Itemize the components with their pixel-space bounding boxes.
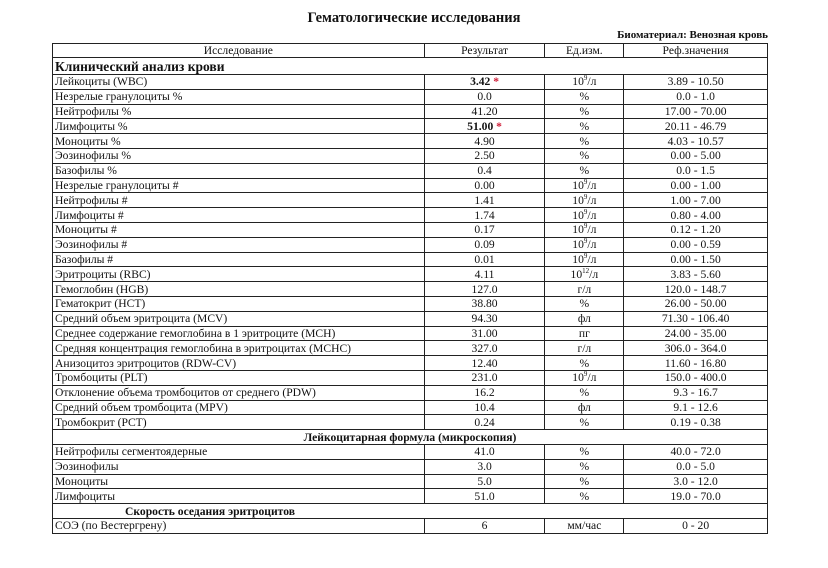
result-value: 10.4 — [474, 400, 495, 414]
test-name: Базофилы % — [53, 163, 425, 178]
unit-base: 10 — [572, 371, 584, 385]
table-row — [53, 237, 768, 252]
result-value: 0.09 — [474, 238, 495, 252]
ref-range: 3.89 - 10.50 — [624, 75, 768, 90]
table-row — [53, 193, 768, 208]
ref-range: 306.0 - 364.0 — [624, 341, 768, 356]
ref-range: 24.00 - 35.00 — [624, 326, 768, 341]
result-cell — [424, 208, 545, 223]
test-name: Нейтрофилы # — [53, 193, 425, 208]
unit-cell — [545, 370, 624, 385]
test-name: Тромбокрит (PCT) — [53, 415, 425, 430]
result-cell — [424, 193, 545, 208]
table-row — [53, 489, 768, 504]
result-value: 0.0 — [477, 90, 492, 104]
unit-cell — [545, 89, 624, 104]
result-cell — [424, 148, 545, 163]
unit-base: % — [579, 149, 590, 163]
ref-range: 20.11 - 46.79 — [624, 119, 768, 134]
ref-range: 17.00 - 70.00 — [624, 104, 768, 119]
test-name: Лимфоциты — [53, 489, 425, 504]
test-name: Тромбоциты (PLT) — [53, 370, 425, 385]
test-name: Эритроциты (RBC) — [53, 267, 425, 282]
unit-base: % — [579, 415, 590, 429]
result-cell — [424, 163, 545, 178]
result-cell — [424, 311, 545, 326]
section-row-diff — [53, 430, 768, 445]
unit-base: 10 — [572, 178, 584, 192]
result-cell — [424, 400, 545, 415]
unit-base: 10 — [572, 223, 584, 237]
ref-range: 4.03 - 10.57 — [624, 134, 768, 149]
unit-tail: /л — [587, 178, 597, 192]
test-name: Средний объем тромбоцита (MPV) — [53, 400, 425, 415]
unit-base: % — [579, 104, 590, 118]
table-row — [53, 89, 768, 104]
ref-range: 26.00 - 50.00 — [624, 296, 768, 311]
test-name: Средняя концентрация гемоглобина в эритроцитах (MCHC) — [53, 341, 425, 356]
ref-range: 0.0 - 5.0 — [624, 459, 768, 474]
table-row — [53, 341, 768, 356]
ref-range: 1.00 - 7.00 — [624, 193, 768, 208]
test-name: Эозинофилы % — [53, 148, 425, 163]
result-value: 94.30 — [471, 312, 498, 326]
ref-range: 120.0 - 148.7 — [624, 282, 768, 297]
section-title-esr: Скорость оседания эритроцитов — [53, 504, 768, 519]
page-title: Гематологические исследования — [307, 10, 521, 26]
test-name: Нейтрофилы % — [53, 104, 425, 119]
unit-base: фл — [577, 312, 591, 326]
test-name: Базофилы # — [53, 252, 425, 267]
table-row — [53, 311, 768, 326]
ref-range: 0.0 - 1.5 — [624, 163, 768, 178]
unit-base: 10 — [570, 267, 583, 281]
ref-range: 3.0 - 12.0 — [624, 474, 768, 489]
result-value: 3.0 — [424, 459, 545, 474]
result-cell — [424, 119, 545, 134]
ref-range: 71.30 - 106.40 — [624, 311, 768, 326]
unit-base: % — [579, 386, 590, 400]
unit-cell — [545, 400, 624, 415]
result-value: 0.24 — [474, 415, 495, 429]
unit-cell — [545, 222, 624, 237]
table-row — [53, 415, 768, 430]
table-row — [53, 104, 768, 119]
unit-base: 10 — [572, 193, 584, 207]
unit-tail: /л — [587, 252, 597, 266]
section-row-cbc — [53, 58, 768, 75]
table-header-row — [53, 44, 768, 58]
table-row — [53, 208, 768, 223]
result-value: 231.0 — [471, 371, 498, 385]
ref-range: 11.60 - 16.80 — [624, 356, 768, 371]
unit-cell: % — [545, 474, 624, 489]
unit-cell — [545, 356, 624, 371]
table-row — [53, 356, 768, 371]
ref-range: 0 - 20 — [624, 518, 768, 533]
table-row — [53, 400, 768, 415]
table-row — [53, 119, 768, 134]
unit-tail: /л — [587, 193, 597, 207]
unit-cell — [545, 237, 624, 252]
unit-exponent: 12 — [582, 266, 590, 275]
unit-exponent: 9 — [583, 252, 588, 261]
unit-cell — [545, 148, 624, 163]
unit-tail: /л — [587, 208, 597, 222]
test-name: Отклонение объема тромбоцитов от среднего (PDW) — [53, 385, 425, 400]
table-row — [53, 370, 768, 385]
ref-range: 19.0 - 70.0 — [624, 489, 768, 504]
unit-cell — [545, 341, 624, 356]
unit-tail: /л — [587, 371, 597, 385]
ref-range: 0.00 - 1.50 — [624, 252, 768, 267]
test-name: Моноциты % — [53, 134, 425, 149]
header-ref: Реф.значения — [624, 44, 768, 58]
ref-range: 40.0 - 72.0 — [624, 444, 768, 459]
unit-exponent: 9 — [583, 222, 588, 231]
results-body — [53, 58, 768, 534]
section-row-esr — [53, 504, 768, 519]
unit-cell — [545, 252, 624, 267]
unit-cell — [545, 193, 624, 208]
unit-cell — [545, 267, 624, 282]
unit-base: 10 — [572, 252, 584, 266]
header-result: Результат — [424, 44, 545, 58]
test-name: Лейкоциты (WBC) — [53, 75, 425, 90]
result-cell — [424, 134, 545, 149]
unit-cell — [545, 208, 624, 223]
unit-cell — [545, 311, 624, 326]
test-name: Анизоцитоз эритроцитов (RDW-CV) — [53, 356, 425, 371]
result-value: 3.42 — [470, 75, 491, 89]
unit-cell — [545, 326, 624, 341]
table-row — [53, 326, 768, 341]
result-value: 16.2 — [474, 386, 495, 400]
ref-range: 0.19 - 0.38 — [624, 415, 768, 430]
abnormal-flag: * — [493, 75, 500, 89]
section-title-diff: Лейкоцитарная формула (микроскопия) — [53, 430, 768, 445]
table-row — [53, 252, 768, 267]
unit-cell — [545, 385, 624, 400]
ref-range: 9.3 - 16.7 — [624, 385, 768, 400]
result-value: 327.0 — [471, 341, 498, 355]
unit-cell — [545, 119, 624, 134]
unit-tail: /л — [587, 238, 597, 252]
test-name: Незрелые гранулоциты % — [53, 89, 425, 104]
result-cell — [424, 178, 545, 193]
result-cell — [424, 326, 545, 341]
test-name: Моноциты # — [53, 222, 425, 237]
result-value: 0.17 — [474, 223, 495, 237]
result-value: 0.00 — [474, 178, 495, 192]
table-row — [53, 163, 768, 178]
unit-base: % — [579, 164, 590, 178]
table-row — [53, 518, 768, 533]
section-title-cbc: Клинический анализ крови — [53, 58, 768, 75]
unit-tail: /л — [587, 223, 597, 237]
biomaterial-label: Биоматериал: Венозная кровь — [617, 29, 768, 41]
result-value: 4.11 — [474, 267, 495, 281]
ref-range: 9.1 - 12.6 — [624, 400, 768, 415]
ref-range: 0.0 - 1.0 — [624, 89, 768, 104]
result-cell — [424, 385, 545, 400]
test-name: Средний объем эритроцита (MCV) — [53, 311, 425, 326]
unit-cell — [545, 178, 624, 193]
result-value: 5.0 — [424, 474, 545, 489]
test-name: Лимфоциты # — [53, 208, 425, 223]
ref-range: 0.00 - 0.59 — [624, 237, 768, 252]
test-name: Нейтрофилы сегментоядерные — [53, 444, 425, 459]
result-cell — [424, 237, 545, 252]
result-value: 38.80 — [471, 297, 498, 311]
result-value: 0.4 — [477, 164, 492, 178]
unit-base: % — [579, 90, 590, 104]
result-value: 1.74 — [474, 208, 495, 222]
unit-base: % — [579, 134, 590, 148]
result-cell — [424, 222, 545, 237]
unit-cell: % — [545, 444, 624, 459]
table-row — [53, 385, 768, 400]
unit-exponent: 9 — [583, 74, 588, 83]
unit-cell: мм/час — [545, 518, 624, 533]
ref-range: 0.00 - 1.00 — [624, 178, 768, 193]
test-name: Лимфоциты % — [53, 119, 425, 134]
result-cell — [424, 252, 545, 267]
unit-exponent: 9 — [583, 370, 588, 379]
result-cell — [424, 89, 545, 104]
table-row — [53, 459, 768, 474]
result-value: 4.90 — [474, 134, 495, 148]
test-name: СОЭ (по Вестергрену) — [53, 518, 425, 533]
table-row — [53, 267, 768, 282]
table-row — [53, 282, 768, 297]
unit-tail: /л — [587, 75, 597, 89]
unit-cell — [545, 75, 624, 90]
unit-base: г/л — [577, 341, 592, 355]
result-cell — [424, 356, 545, 371]
result-value: 51.0 — [424, 489, 545, 504]
unit-base: % — [579, 119, 590, 133]
result-value: 6 — [424, 518, 545, 533]
unit-base: фл — [577, 400, 591, 414]
unit-exponent: 9 — [583, 192, 588, 201]
table-row — [53, 75, 768, 90]
result-value: 2.50 — [474, 149, 495, 163]
unit-base: 10 — [572, 208, 584, 222]
unit-base: 10 — [572, 238, 584, 252]
table-row — [53, 296, 768, 311]
result-cell — [424, 370, 545, 385]
unit-exponent: 9 — [583, 237, 588, 246]
result-cell — [424, 282, 545, 297]
test-name: Гематокрит (HCT) — [53, 296, 425, 311]
result-value: 41.20 — [471, 104, 498, 118]
unit-base: г/л — [577, 282, 592, 296]
unit-tail: /л — [589, 267, 599, 281]
result-value: 0.01 — [474, 252, 495, 266]
unit-exponent: 9 — [583, 207, 588, 216]
unit-cell — [545, 282, 624, 297]
result-value: 41.0 — [424, 444, 545, 459]
table-row — [53, 474, 768, 489]
unit-exponent: 9 — [583, 178, 588, 187]
test-name: Среднее содержание гемоглобина в 1 эритроците (MCH) — [53, 326, 425, 341]
result-cell — [424, 104, 545, 119]
unit-cell — [545, 415, 624, 430]
table-row — [53, 134, 768, 149]
unit-base: % — [579, 356, 590, 370]
result-value: 51.00 — [467, 119, 494, 133]
ref-range: 3.83 - 5.60 — [624, 267, 768, 282]
test-name: Гемоглобин (HGB) — [53, 282, 425, 297]
unit-cell — [545, 104, 624, 119]
ref-range: 0.80 - 4.00 — [624, 208, 768, 223]
test-name: Эозинофилы — [53, 459, 425, 474]
unit-cell — [545, 134, 624, 149]
unit-base: % — [579, 297, 590, 311]
result-cell — [424, 75, 545, 90]
result-value: 31.00 — [471, 326, 498, 340]
ref-range: 0.00 - 5.00 — [624, 148, 768, 163]
table-row — [53, 178, 768, 193]
test-name: Моноциты — [53, 474, 425, 489]
unit-base: пг — [578, 326, 590, 340]
result-cell — [424, 267, 545, 282]
result-cell — [424, 415, 545, 430]
ref-range: 0.12 - 1.20 — [624, 222, 768, 237]
result-value: 127.0 — [471, 282, 498, 296]
abnormal-flag: * — [496, 119, 502, 133]
result-cell — [424, 341, 545, 356]
unit-cell: % — [545, 459, 624, 474]
table-row — [53, 444, 768, 459]
unit-base: 10 — [572, 75, 584, 89]
test-name: Незрелые гранулоциты # — [53, 178, 425, 193]
result-value: 1.41 — [474, 193, 495, 207]
results-table — [52, 43, 768, 534]
table-row — [53, 148, 768, 163]
unit-cell — [545, 296, 624, 311]
ref-range: 150.0 - 400.0 — [624, 370, 768, 385]
result-value: 12.40 — [471, 356, 498, 370]
unit-cell: % — [545, 489, 624, 504]
test-name: Эозинофилы # — [53, 237, 425, 252]
result-cell — [424, 296, 545, 311]
header-unit: Ед.изм. — [545, 44, 624, 58]
header-test: Исследование — [53, 44, 425, 58]
table-row — [53, 222, 768, 237]
unit-cell — [545, 163, 624, 178]
